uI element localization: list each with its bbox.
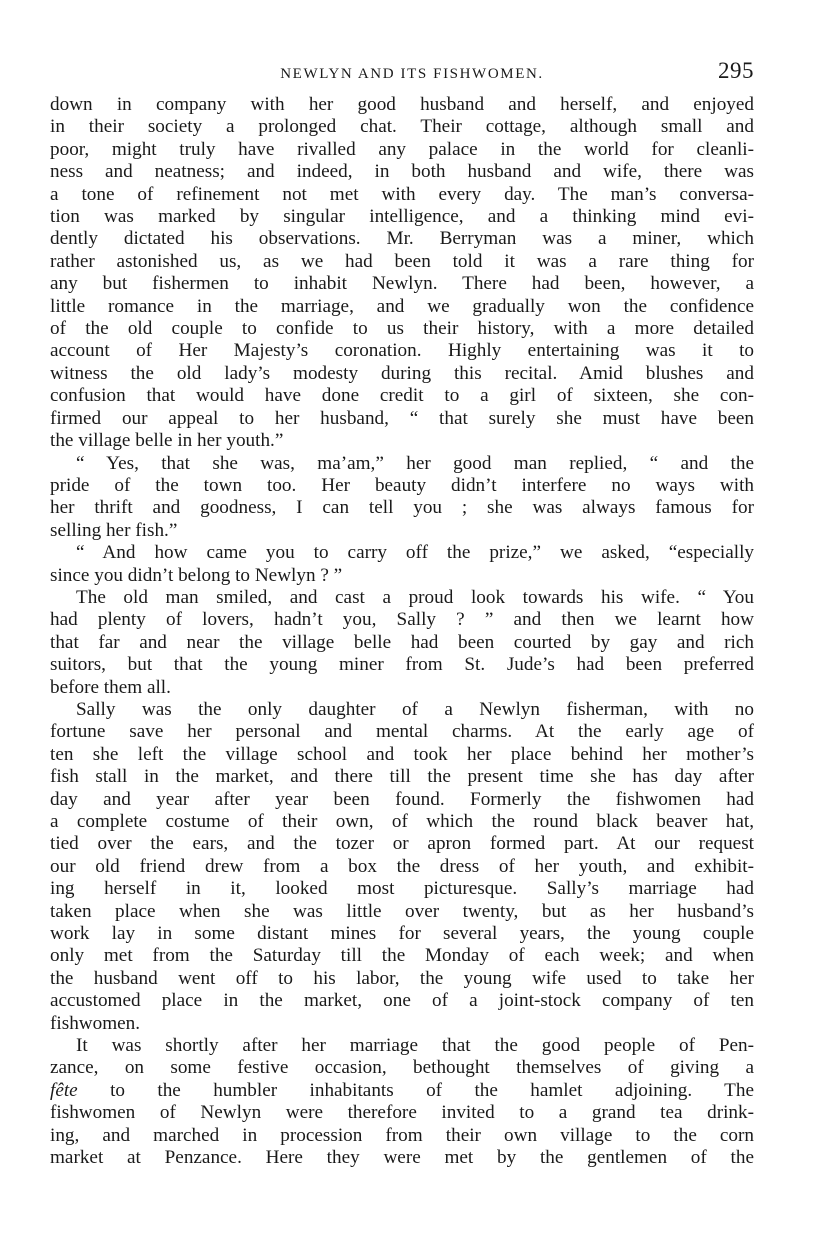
text-line: down in company with her good husband and herself, and enjoyed — [50, 94, 754, 115]
paragraph — [50, 587, 754, 699]
paragraph — [50, 699, 754, 1035]
text-line: fish stall in the market, and there till the present time she has day after — [50, 766, 754, 788]
text-line: of the old couple to confide to us their history, with a more detailed — [50, 318, 754, 340]
text-line: a tone of refinement not met with every day. The man’s conversa- — [50, 183, 754, 205]
text-line: market at Penzance. Here they were met by the gentlemen of the — [50, 1147, 754, 1169]
text-line: fishwomen of Newlyn were therefore invited to a grand tea drink- — [50, 1102, 754, 1124]
text-line: day and year after year been found. Formerly the fishwomen had — [50, 788, 754, 810]
text-line: little romance in the marriage, and we gradually won the confidence — [50, 295, 754, 317]
text-line: ness and neatness; and indeed, in both husband and wife, there was — [50, 161, 754, 183]
text-line: “ And how came you to carry off the prize,” we asked, “especially — [76, 542, 754, 564]
text-line: fortune save her personal and mental charms. At the early age of — [50, 721, 754, 743]
text-line: suitors, but that the young miner from St. Jude’s had been preferred — [50, 654, 754, 676]
text-line: a complete costume of their own, of which the round black beaver hat, — [50, 811, 754, 832]
text-line: confusion that would have done credit to a girl of sixteen, she con- — [50, 385, 754, 407]
running-title: NEWLYN AND ITS FISHWOMEN. — [280, 66, 544, 82]
text-line: account of Her Majesty’s coronation. Highly entertaining was it to — [50, 340, 754, 362]
text-line: only met from the Saturday till the Monday of each week; and when — [50, 945, 754, 967]
page-header — [50, 58, 754, 94]
text-line: taken place when she was little over twenty, but as her husband’s — [50, 900, 754, 922]
text-line: any but fishermen to inhabit Newlyn. There had been, however, a — [50, 273, 754, 295]
text-line: the village belle in her youth.” — [50, 430, 284, 452]
body-text — [50, 94, 754, 1170]
paragraph — [50, 453, 754, 543]
text-line: fête to the humbler inhabitants of the hamlet adjoining. The — [50, 1079, 754, 1101]
text-line: in their society a prolonged chat. Their cottage, although small and — [50, 116, 754, 138]
text-line: ten she left the village school and took her place behind her mother’s — [50, 743, 754, 765]
text-line: poor, might truly have rivalled any palace in the world for cleanli- — [50, 138, 754, 160]
text-line: her thrift and goodness, I can tell you ; she was always famous for — [50, 497, 754, 519]
text-line: ing herself in it, looked most picturesque. Sally’s marriage had — [50, 878, 754, 900]
book-page — [50, 58, 754, 1170]
text-line: work lay in some distant mines for several years, the young couple — [50, 923, 754, 945]
text-line: rather astonished us, as we had been told it was a rare thing for — [50, 250, 754, 272]
page-number: 295 — [718, 58, 754, 83]
text-line: zance, on some festive occasion, bethought themselves of giving a — [50, 1057, 754, 1079]
text-line: before them all. — [50, 676, 171, 698]
text-line: “ Yes, that she was, ma’am,” her good man replied, “ and the — [76, 452, 754, 474]
text-line: fishwomen. — [50, 1012, 141, 1034]
text-line: had plenty of lovers, hadn’t you, Sally ? ” and then we learnt how — [50, 609, 754, 631]
paragraph — [50, 94, 754, 453]
text-line: since you didn’t belong to Newlyn ? ” — [50, 564, 343, 586]
text-line: selling her fish.” — [50, 519, 178, 541]
text-line: pride of the town too. Her beauty didn’t interfere no ways with — [50, 474, 754, 496]
text-line: firmed our appeal to her husband, “ that surely she must have been — [50, 407, 754, 429]
text-line: accustomed place in the market, one of a joint-stock company of ten — [50, 990, 754, 1012]
text-line: It was shortly after her marriage that the good people of Pen- — [76, 1035, 754, 1057]
text-line: witness the old lady’s modesty during this recital. Amid blushes and — [50, 362, 754, 384]
text-line: tied over the ears, and the tozer or apron formed part. At our request — [50, 833, 754, 855]
text-line: dently dictated his observations. Mr. Berryman was a miner, which — [50, 228, 754, 250]
text-line: Sally was the only daughter of a Newlyn fisherman, with no — [76, 698, 754, 720]
text-line: the husband went off to his labor, the young wife used to take her — [50, 967, 754, 989]
text-line: The old man smiled, and cast a proud look towards his wife. “ You — [76, 586, 754, 608]
text-line: tion was marked by singular intelligence, and a thinking mind evi- — [50, 206, 754, 228]
paragraph — [50, 1035, 754, 1169]
text-line: that far and near the village belle had been courted by gay and rich — [50, 631, 754, 653]
text-line: ing, and marched in procession from their own village to the corn — [50, 1124, 754, 1146]
text-line: our old friend drew from a box the dress of her youth, and exhibit- — [50, 855, 754, 877]
paragraph — [50, 542, 754, 587]
